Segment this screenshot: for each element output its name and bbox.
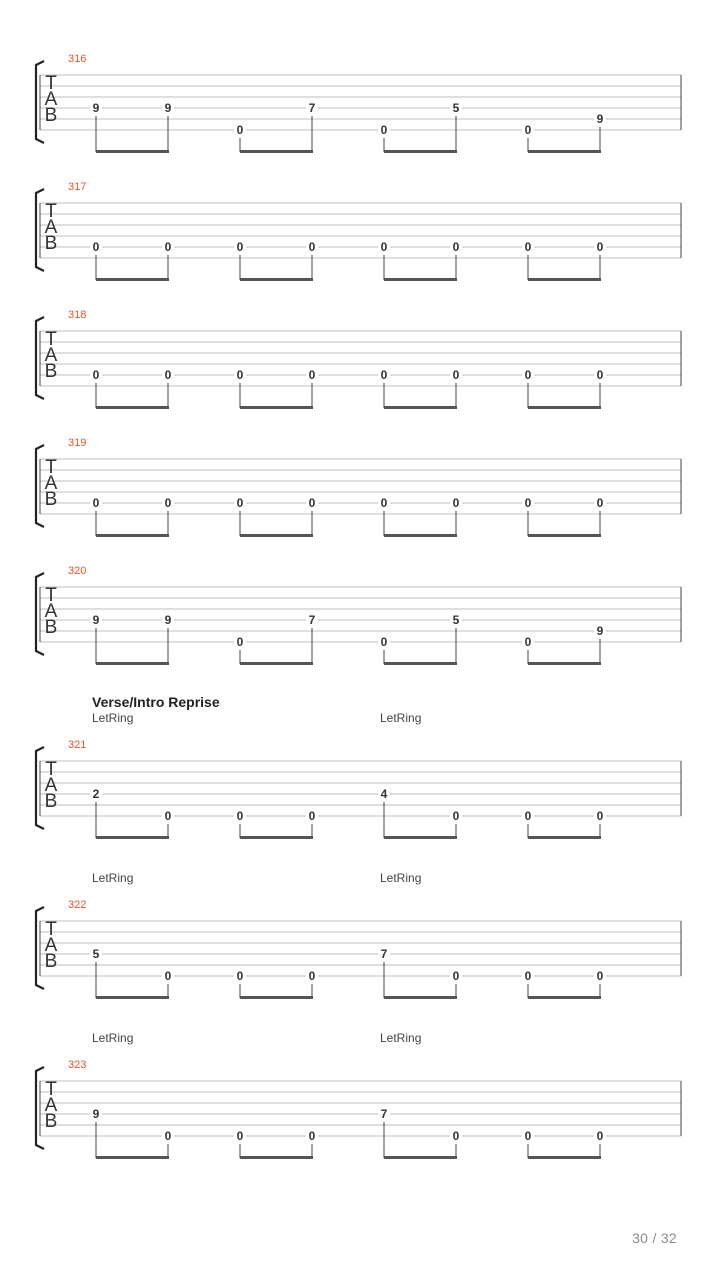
tab-clef-letter: T — [45, 457, 57, 478]
note-beam — [384, 836, 457, 839]
fret-number: 0 — [236, 635, 244, 649]
fret-number: 0 — [524, 240, 532, 254]
fret-number: 0 — [452, 496, 460, 510]
tab-clef-letter: A — [44, 473, 58, 494]
note-beam — [240, 1156, 313, 1159]
fret-number: 0 — [380, 368, 388, 382]
fret-number: 0 — [164, 240, 172, 254]
let-ring-annotation: LetRing — [92, 711, 134, 725]
section-title: Verse/Intro Reprise — [92, 694, 220, 710]
note-beam — [528, 150, 601, 153]
bar-number: 322 — [68, 899, 87, 911]
note-beam — [96, 534, 169, 537]
fret-number: 0 — [308, 496, 316, 510]
fret-number: 9 — [164, 101, 172, 115]
fret-number: 0 — [596, 969, 604, 983]
tab-clef-letter: B — [44, 361, 58, 382]
bar-number: 318 — [68, 309, 87, 321]
fret-number: 0 — [236, 809, 244, 823]
tab-clef-letter: T — [45, 919, 57, 940]
bar-number: 317 — [68, 181, 87, 193]
fret-number: 0 — [380, 635, 388, 649]
tab-system — [36, 871, 681, 999]
tab-clef-letter: A — [44, 345, 58, 366]
note-beam — [528, 278, 601, 281]
let-ring-annotation: LetRing — [380, 711, 422, 725]
note-beam — [384, 1156, 457, 1159]
note-beam — [96, 662, 169, 665]
note-beam — [240, 836, 313, 839]
fret-number: 7 — [380, 1107, 388, 1121]
fret-number: 0 — [452, 368, 460, 382]
tab-clef-letter: B — [44, 791, 58, 812]
note-beam — [96, 1156, 169, 1159]
tab-system — [36, 1031, 681, 1159]
note-beam — [528, 662, 601, 665]
fret-number: 0 — [596, 240, 604, 254]
fret-number: 9 — [92, 613, 100, 627]
let-ring-annotation: LetRing — [92, 1031, 134, 1045]
note-beam — [528, 836, 601, 839]
fret-number: 0 — [164, 1129, 172, 1143]
fret-number: 0 — [92, 240, 100, 254]
fret-number: 0 — [308, 969, 316, 983]
bar-number: 316 — [68, 53, 87, 65]
tab-clef-letter: T — [45, 585, 57, 606]
tab-system — [36, 309, 681, 409]
let-ring-annotation: LetRing — [92, 871, 134, 885]
fret-number: 0 — [92, 496, 100, 510]
fret-number: 9 — [596, 112, 604, 126]
fret-number: 7 — [308, 101, 316, 115]
tab-clef-letter: A — [44, 601, 58, 622]
fret-number: 0 — [236, 123, 244, 137]
fret-number: 5 — [92, 947, 100, 961]
fret-number: 0 — [524, 123, 532, 137]
tab-clef-letter: T — [45, 201, 57, 222]
tab-system — [36, 437, 681, 537]
tab-clef-letter: A — [44, 935, 58, 956]
fret-number: 0 — [236, 1129, 244, 1143]
tab-clef-letter: A — [44, 775, 58, 796]
note-beam — [528, 1156, 601, 1159]
fret-number: 9 — [596, 624, 604, 638]
note-beam — [528, 534, 601, 537]
fret-number: 0 — [308, 240, 316, 254]
note-beam — [384, 406, 457, 409]
tab-clef-letter: A — [44, 1095, 58, 1116]
bar-number: 320 — [68, 565, 87, 577]
fret-number: 2 — [92, 787, 100, 801]
fret-number: 0 — [164, 809, 172, 823]
fret-number: 5 — [452, 613, 460, 627]
note-beam — [384, 278, 457, 281]
fret-number: 0 — [452, 809, 460, 823]
fret-number: 0 — [524, 809, 532, 823]
fret-number: 0 — [236, 969, 244, 983]
note-beam — [384, 662, 457, 665]
tab-clef-letter: A — [44, 217, 58, 238]
tab-system — [36, 711, 681, 839]
fret-number: 9 — [92, 1107, 100, 1121]
fret-number: 0 — [596, 368, 604, 382]
fret-number: 0 — [308, 809, 316, 823]
fret-number: 0 — [452, 969, 460, 983]
tab-system — [36, 565, 681, 665]
tab-system — [36, 53, 681, 153]
fret-number: 0 — [596, 496, 604, 510]
tab-clef-letter: T — [45, 329, 57, 350]
fret-number: 9 — [164, 613, 172, 627]
fret-number: 0 — [236, 368, 244, 382]
fret-number: 0 — [524, 1129, 532, 1143]
note-beam — [96, 406, 169, 409]
fret-number: 0 — [596, 809, 604, 823]
page-number: 30 / 32 — [632, 1230, 677, 1246]
tab-clef-letter: B — [44, 233, 58, 254]
tab-clef-letter: T — [45, 759, 57, 780]
fret-number: 0 — [380, 123, 388, 137]
fret-number: 7 — [380, 947, 388, 961]
tab-clef-letter: B — [44, 105, 58, 126]
note-beam — [384, 996, 457, 999]
let-ring-annotation: LetRing — [380, 871, 422, 885]
fret-number: 4 — [380, 787, 388, 801]
tab-system — [36, 181, 681, 281]
note-beam — [240, 150, 313, 153]
note-beam — [528, 406, 601, 409]
fret-number: 5 — [452, 101, 460, 115]
note-beam — [240, 278, 313, 281]
fret-number: 0 — [380, 240, 388, 254]
fret-number: 0 — [92, 368, 100, 382]
tab-clef-letter: T — [45, 73, 57, 94]
fret-number: 0 — [236, 496, 244, 510]
fret-number: 0 — [236, 240, 244, 254]
let-ring-annotation: LetRing — [380, 1031, 422, 1045]
note-beam — [96, 278, 169, 281]
fret-number: 0 — [596, 1129, 604, 1143]
fret-number: 0 — [308, 368, 316, 382]
tab-clef-letter: B — [44, 617, 58, 638]
fret-number: 9 — [92, 101, 100, 115]
note-beam — [240, 662, 313, 665]
fret-number: 0 — [164, 496, 172, 510]
note-beam — [384, 534, 457, 537]
bar-number: 319 — [68, 437, 87, 449]
bar-number: 321 — [68, 739, 87, 751]
tab-clef-letter: T — [45, 1079, 57, 1100]
fret-number: 0 — [524, 496, 532, 510]
note-beam — [240, 996, 313, 999]
note-beam — [240, 534, 313, 537]
fret-number: 0 — [164, 969, 172, 983]
fret-number: 0 — [524, 368, 532, 382]
fret-number: 0 — [452, 1129, 460, 1143]
note-beam — [96, 836, 169, 839]
fret-number: 7 — [308, 613, 316, 627]
note-beam — [96, 150, 169, 153]
note-beam — [384, 150, 457, 153]
note-beam — [96, 996, 169, 999]
fret-number: 0 — [452, 240, 460, 254]
tab-clef-letter: B — [44, 951, 58, 972]
note-beam — [528, 996, 601, 999]
tab-clef-letter: A — [44, 89, 58, 110]
fret-number: 0 — [380, 496, 388, 510]
fret-number: 0 — [524, 969, 532, 983]
fret-number: 0 — [524, 635, 532, 649]
note-beam — [240, 406, 313, 409]
tab-clef-letter: B — [44, 1111, 58, 1132]
fret-number: 0 — [164, 368, 172, 382]
bar-number: 323 — [68, 1059, 87, 1071]
tab-clef-letter: B — [44, 489, 58, 510]
fret-number: 0 — [308, 1129, 316, 1143]
